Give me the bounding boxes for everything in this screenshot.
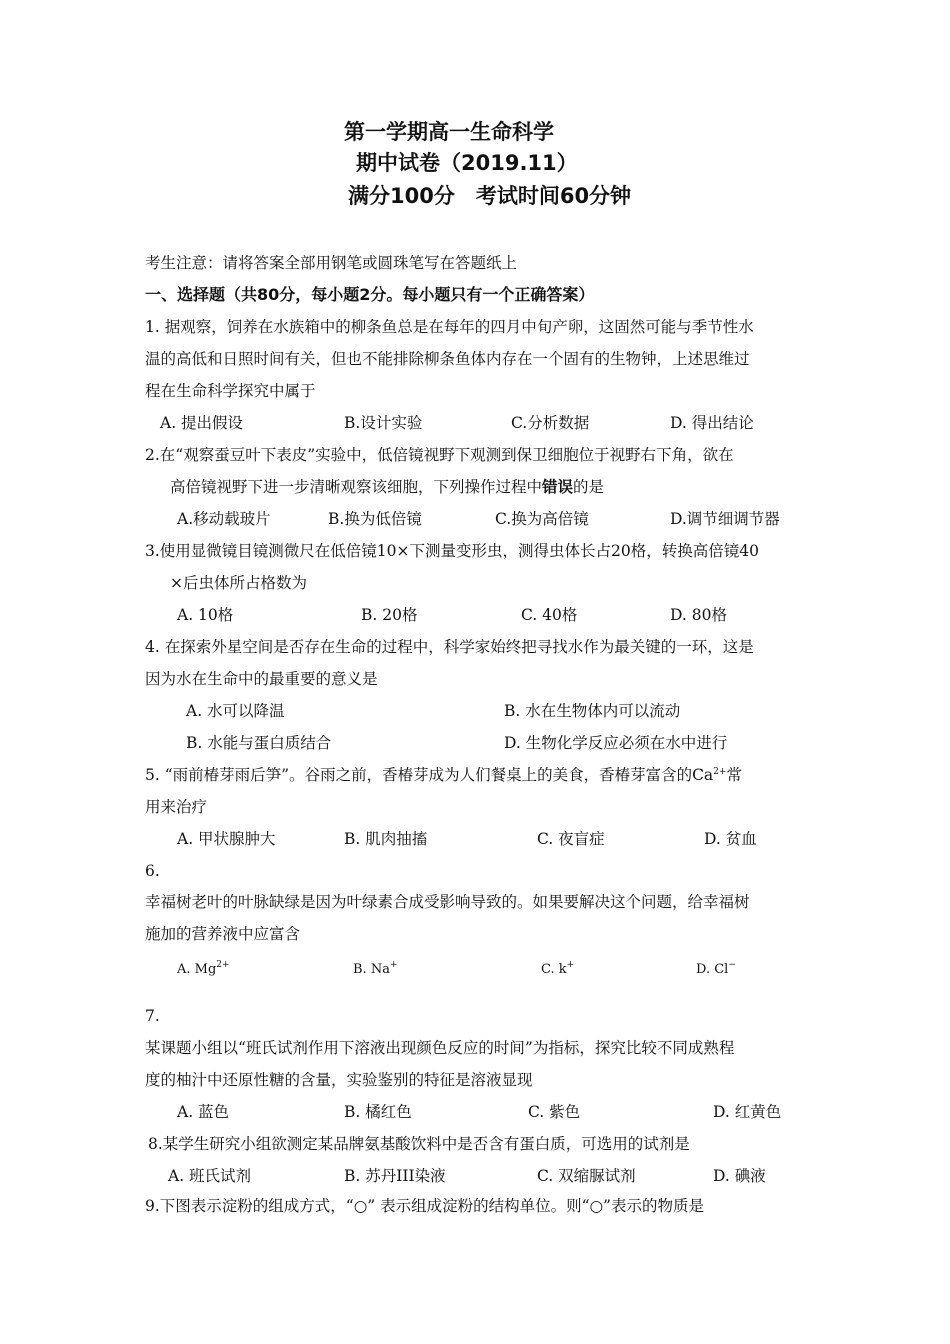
q6-line-2: 施加的营养液中应富含 bbox=[145, 925, 301, 943]
q3-option-c: C. 40格 bbox=[521, 606, 578, 624]
q1-line-2: 温的高低和日照时间有关，但也不能排除柳条鱼体内存在一个固有的生物钟，上述思维过 bbox=[145, 350, 750, 368]
exam-notice: 考生注意：请将答案全部用钢笔或圆珠笔写在答题纸上 bbox=[145, 254, 518, 272]
q8-option-c: C. 双缩脲试剂 bbox=[537, 1167, 636, 1185]
q3-line-1: 3.使用显微镜目镜测微尺在低倍镜10×下测量变形虫，测得虫体长占20格，转换高倍镜40 bbox=[145, 542, 759, 560]
q2-option-b: B.换为低倍镜 bbox=[328, 510, 422, 528]
q7-option-d: D. 红黄色 bbox=[713, 1103, 782, 1121]
q1-line-3: 程在生命科学探究中属于 bbox=[145, 382, 316, 400]
q2-option-d: D.调节细调节器 bbox=[670, 510, 780, 528]
q6-option-c-sup: + bbox=[566, 960, 575, 970]
q3-option-d: D. 80格 bbox=[670, 606, 727, 624]
exam-meta: 满分100分 考试时间60分钟 bbox=[348, 184, 632, 208]
q4-option-d: D. 生物化学反应必须在水中进行 bbox=[504, 734, 728, 752]
q5-superscript: 2+ bbox=[713, 767, 727, 777]
q6-option-a bbox=[177, 960, 230, 980]
q2-line-2-text: 高倍镜视野下进一步清晰观察该细胞，下列操作过程中 bbox=[170, 478, 543, 496]
q1-option-b: B.设计实验 bbox=[344, 414, 423, 432]
q2-emphasis: 错误 bbox=[542, 478, 574, 496]
q5-line-1 bbox=[145, 765, 742, 785]
q8-option-b: B. 苏丹III染液 bbox=[344, 1167, 446, 1185]
q6-option-b-text: B. Na bbox=[353, 962, 390, 977]
q2-line-1: 2.在“观察蚕豆叶下表皮”实验中，低倍镜视野下观测到保卫细胞位于视野右下角，欲在 bbox=[145, 446, 734, 464]
q2-option-c: C.换为高倍镜 bbox=[495, 510, 589, 528]
q7-line-2: 度的柚汁中还原性糖的含量，实验鉴别的特征是溶液显现 bbox=[145, 1071, 533, 1089]
q2-option-a: A.移动载玻片 bbox=[177, 510, 271, 528]
q8-line-1: 8.某学生研究小组欲测定某品牌氨基酸饮料中是否含有蛋白质，可选用的试剂是 bbox=[148, 1135, 690, 1153]
q8-option-a: A. 班氏试剂 bbox=[168, 1167, 252, 1185]
q1-option-c: C.分析数据 bbox=[511, 414, 590, 432]
q1-option-d: D. 得出结论 bbox=[670, 414, 754, 432]
q5-line-1-text: 5. “雨前椿芽雨后笋”。谷雨之前，香椿芽成为人们餐桌上的美食，香椿芽富含的Ca bbox=[145, 766, 714, 784]
q4-option-a: A. 水可以降温 bbox=[186, 702, 285, 720]
q5-option-a: A. 甲状腺肿大 bbox=[177, 830, 276, 848]
q2-line-2-end: 的是 bbox=[573, 478, 605, 496]
q1-line-1: 1. 据观察，饲养在水族箱中的柳条鱼总是在每年的四月中旬产卵，这固然可能与季节性水 bbox=[145, 318, 754, 336]
q4-option-b: B. 水在生物体内可以流动 bbox=[504, 702, 681, 720]
q6-option-a-text: A. Mg bbox=[177, 962, 217, 977]
q6-option-a-sup: 2+ bbox=[216, 960, 230, 970]
q4-line-2: 因为水在生命中的最重要的意义是 bbox=[145, 670, 378, 688]
q2-line-2 bbox=[170, 477, 604, 497]
q6-option-d-sup: − bbox=[728, 960, 736, 970]
exam-title: 第一学期高一生命科学 bbox=[344, 120, 554, 144]
q5-line-2: 用来治疗 bbox=[145, 798, 208, 816]
q8-option-d: D. 碘液 bbox=[713, 1167, 766, 1185]
q3-option-b: B. 20格 bbox=[361, 606, 418, 624]
exam-subtitle: 期中试卷（2019.11） bbox=[356, 151, 578, 175]
q6-option-d bbox=[696, 960, 736, 980]
section-heading: 一、选择题（共80分，每小题2分。每小题只有一个正确答案） bbox=[145, 285, 595, 304]
q6-option-b bbox=[353, 960, 398, 980]
q6-number: 6. bbox=[145, 862, 160, 880]
q6-option-c bbox=[541, 960, 574, 980]
q7-line-1: 某课题小组以“班氏试剂作用下溶液出现颜色反应的时间”为指标，探究比较不同成熟程 bbox=[145, 1039, 735, 1057]
q7-option-a: A. 蓝色 bbox=[177, 1103, 230, 1121]
q6-option-d-text: D. Cl bbox=[696, 962, 729, 977]
q5-option-c: C. 夜盲症 bbox=[537, 830, 605, 848]
q5-option-d: D. 贫血 bbox=[704, 830, 757, 848]
q4-line-1: 4. 在探索外星空间是否存在生命的过程中，科学家始终把寻找水作为最关键的一环，这是 bbox=[145, 638, 754, 656]
q6-line-1: 幸福树老叶的叶脉缺绿是因为叶绿素合成受影响导致的。如果要解决这个问题，给幸福树 bbox=[145, 893, 750, 911]
q5-option-b: B. 肌肉抽搐 bbox=[344, 830, 428, 848]
q7-number: 7. bbox=[145, 1007, 160, 1025]
q7-option-b: B. 橘红色 bbox=[344, 1103, 412, 1121]
q6-option-c-text: C. k bbox=[541, 962, 567, 977]
q1-option-a: A. 提出假设 bbox=[160, 414, 244, 432]
q3-option-a: A. 10格 bbox=[177, 606, 234, 624]
q7-option-c: C. 紫色 bbox=[528, 1103, 581, 1121]
q9-line-1: 9.下图表示淀粉的组成方式，“○” 表示组成淀粉的结构单位。则“○”表示的物质是 bbox=[145, 1197, 704, 1215]
q6-option-b-sup: + bbox=[389, 960, 398, 970]
q3-line-2: ×后虫体所占格数为 bbox=[170, 574, 307, 592]
q5-line-1-end: 常 bbox=[726, 766, 742, 784]
q4-option-c: B. 水能与蛋白质结合 bbox=[186, 734, 332, 752]
